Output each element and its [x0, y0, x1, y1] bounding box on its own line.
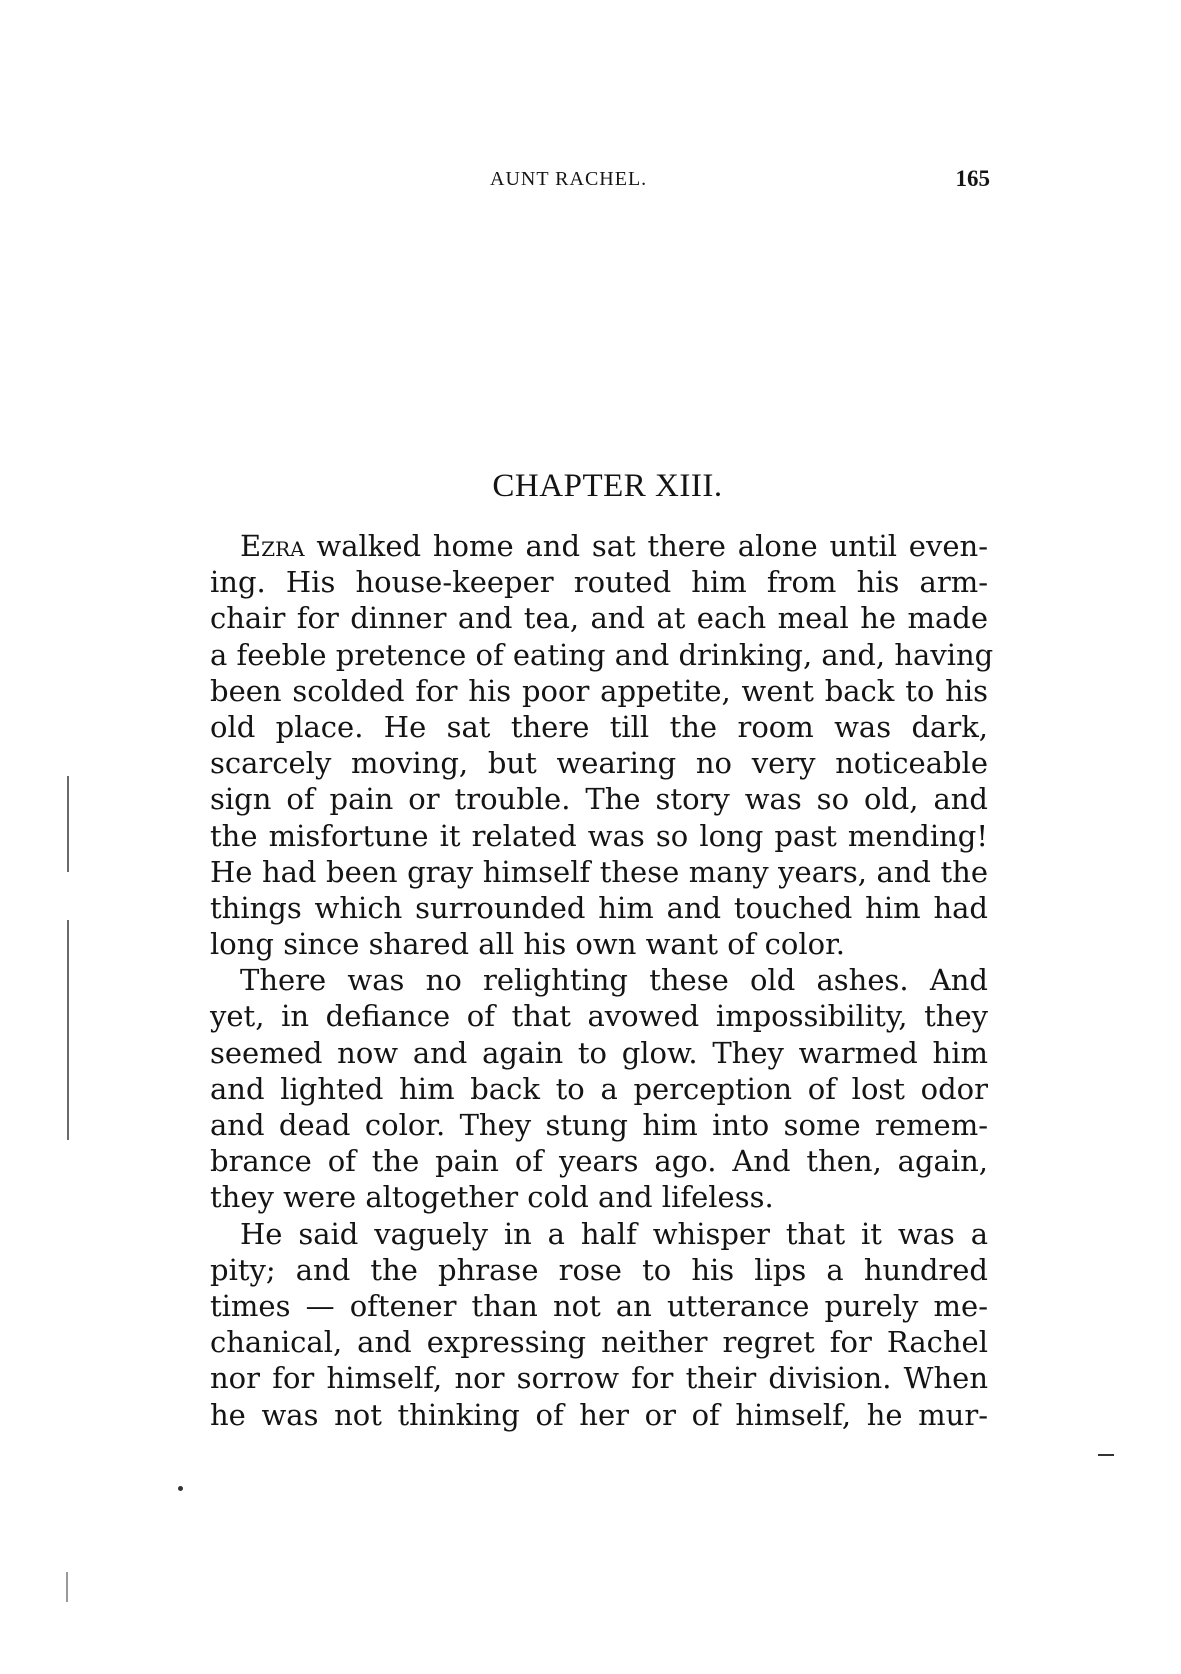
text-line: ing. His house-keeper routed him from his arm- [210, 565, 988, 600]
body-text [210, 528, 994, 1433]
text-line: things which surrounded him and touched him had [210, 890, 988, 925]
paragraph [210, 962, 988, 1215]
chapter-title: CHAPTER XIII. [492, 468, 723, 504]
text-line: and lighted him back to a perception of lost odor [210, 1071, 988, 1106]
paragraph [210, 528, 994, 962]
text-line: chanical, and expressing neither regret for Rachel [210, 1325, 988, 1360]
text-line: seemed now and again to glow. They warmed him [210, 1035, 988, 1070]
page-number: 165 [955, 166, 990, 191]
text-line: a feeble pretence of eating and drinking, and, having [210, 637, 994, 672]
text-line: sign of pain or trouble. The story was so old, and [210, 782, 988, 817]
text-line: he was not thinking of her or of himself, he mur- [210, 1397, 988, 1432]
text-line: the misfortune it related was so long past mending! [210, 818, 988, 853]
running-head [490, 168, 990, 208]
text-line: old place. He sat there till the room was dark, [210, 709, 988, 744]
text-line: they were altogether cold and lifeless. [210, 1180, 774, 1215]
paragraph [210, 1216, 988, 1433]
text-line: He said vaguely in a half whisper that it was a [240, 1216, 988, 1251]
text-line: nor for himself, nor sorrow for their division. When [210, 1361, 988, 1396]
text-line: There was no relighting these old ashes. And [240, 963, 988, 998]
margin-mark [66, 1572, 68, 1602]
text-line: long since shared all his own want of color. [210, 927, 845, 962]
text-line: brance of the pain of years ago. And then, again, [210, 1144, 988, 1179]
line-rest: walked home and sat there alone until even- [304, 529, 988, 563]
running-title: AUNT RACHEL. [490, 168, 648, 190]
margin-rule [67, 776, 69, 872]
text-line: scarcely moving, but wearing no very noticeable [210, 746, 988, 781]
text-line: pity; and the phrase rose to his lips a hundred [210, 1252, 988, 1287]
text-line: yet, in defiance of that avowed impossibility, they [210, 999, 988, 1034]
margin-rule [67, 920, 69, 1140]
lead-word: Ezra [240, 529, 305, 563]
text-line [210, 528, 988, 564]
text-line: times — oftener than not an utterance purely me- [210, 1288, 988, 1323]
text-line: and dead color. They stung him into some remem- [210, 1108, 988, 1142]
text-line: He had been gray himself these many years, and the [210, 854, 988, 889]
text-line: been scolded for his poor appetite, went back to his [210, 673, 988, 708]
margin-mark [1098, 1454, 1114, 1456]
text-line: chair for dinner and tea, and at each meal he made [210, 601, 988, 636]
margin-mark [178, 1486, 183, 1491]
